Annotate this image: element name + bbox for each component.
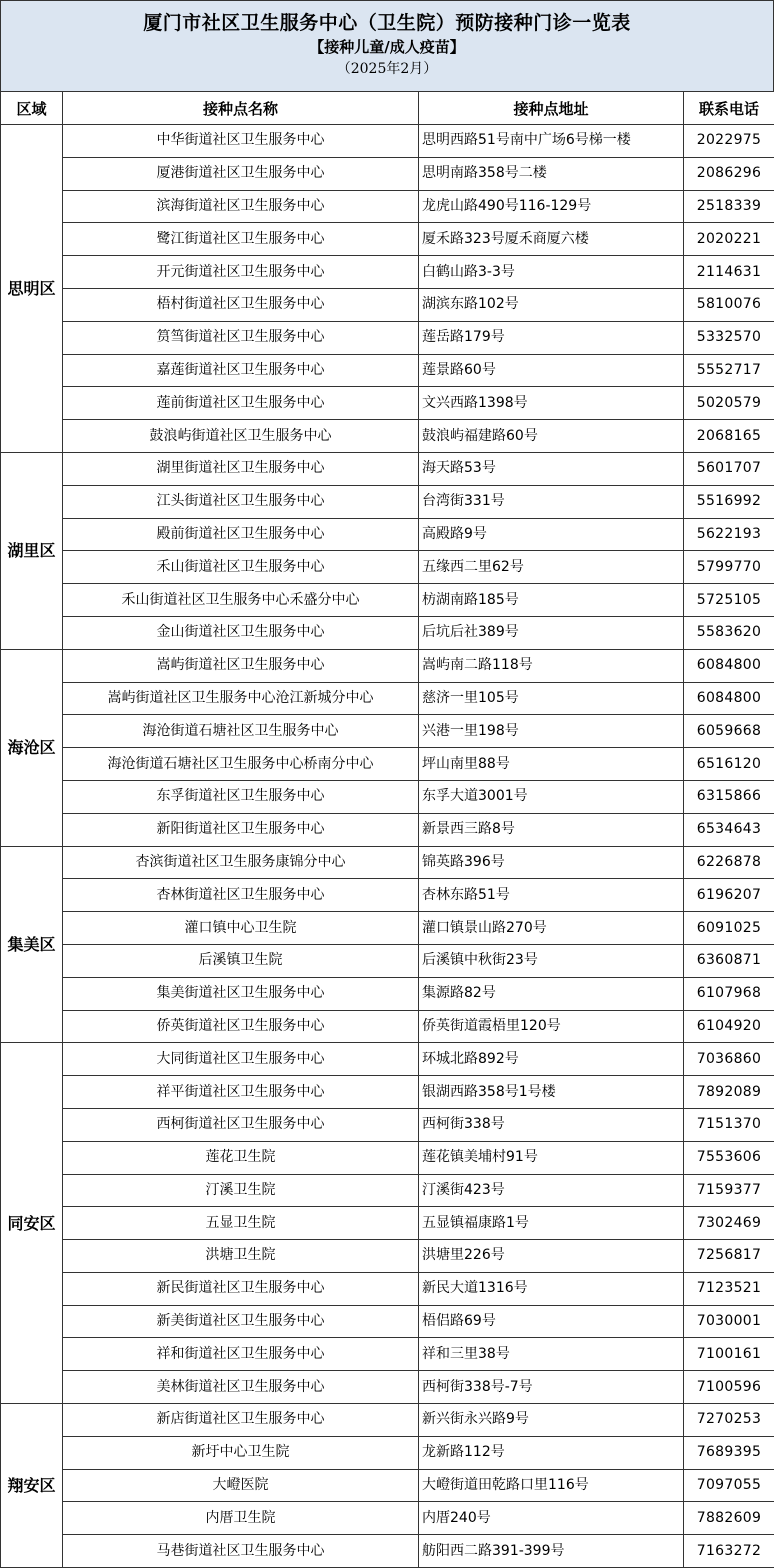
address-cell: 湖滨东路102号 xyxy=(419,288,684,321)
phone-cell: 5725105 xyxy=(684,584,774,617)
name-cell: 东孚街道社区卫生服务中心 xyxy=(63,780,419,813)
phone-cell: 6104920 xyxy=(684,1010,774,1043)
address-cell: 侨英街道霞梧里120号 xyxy=(419,1010,684,1043)
table-row xyxy=(1,846,774,879)
district-cell: 思明区 xyxy=(1,125,63,453)
phone-cell: 6315866 xyxy=(684,780,774,813)
page-date: （2025年2月） xyxy=(1,58,773,80)
address-cell: 嵩屿南二路118号 xyxy=(419,649,684,682)
name-cell: 海沧街道石塘社区卫生服务中心 xyxy=(63,715,419,748)
district-cell: 湖里区 xyxy=(1,452,63,649)
table-row xyxy=(1,912,774,945)
address-cell: 思明西路51号南中广场6号梯一楼 xyxy=(419,125,684,158)
phone-cell: 5799770 xyxy=(684,551,774,584)
phone-cell: 2022975 xyxy=(684,125,774,158)
address-cell: 海天路53号 xyxy=(419,452,684,485)
table-row xyxy=(1,485,774,518)
address-cell: 西柯街338号 xyxy=(419,1108,684,1141)
address-cell: 后坑后社389号 xyxy=(419,616,684,649)
table-row xyxy=(1,1010,774,1043)
name-cell: 大同街道社区卫生服务中心 xyxy=(63,1043,419,1076)
name-cell: 汀溪卫生院 xyxy=(63,1174,419,1207)
phone-cell: 7030001 xyxy=(684,1305,774,1338)
column-header-phone: 联系电话 xyxy=(684,92,774,125)
address-cell: 高殿路9号 xyxy=(419,518,684,551)
name-cell: 内厝卫生院 xyxy=(63,1502,419,1535)
address-cell: 舫阳西二路391-399号 xyxy=(419,1535,684,1568)
address-cell: 梧侣路69号 xyxy=(419,1305,684,1338)
table-row xyxy=(1,387,774,420)
table-row xyxy=(1,1404,774,1437)
address-cell: 思明南路358号二楼 xyxy=(419,157,684,190)
name-cell: 美林街道社区卫生服务中心 xyxy=(63,1371,419,1404)
address-cell: 新兴街永兴路9号 xyxy=(419,1404,684,1437)
address-cell: 厦禾路323号厦禾商厦六楼 xyxy=(419,223,684,256)
phone-cell: 6226878 xyxy=(684,846,774,879)
page-title: 厦门市社区卫生服务中心（卫生院）预防接种门诊一览表 xyxy=(1,10,773,36)
table-row xyxy=(1,1502,774,1535)
table-row xyxy=(1,551,774,584)
phone-cell: 7123521 xyxy=(684,1272,774,1305)
address-cell: 慈济一里105号 xyxy=(419,682,684,715)
table-row xyxy=(1,780,774,813)
address-cell: 大嶝街道田乾路口里116号 xyxy=(419,1469,684,1502)
phone-cell: 5601707 xyxy=(684,452,774,485)
table-row xyxy=(1,1043,774,1076)
address-cell: 莲花镇美埔村91号 xyxy=(419,1141,684,1174)
table-row xyxy=(1,1469,774,1502)
address-cell: 杏林东路51号 xyxy=(419,879,684,912)
table-header-row xyxy=(1,92,774,125)
address-cell: 鼓浪屿福建路60号 xyxy=(419,420,684,453)
table-row xyxy=(1,1338,774,1371)
name-cell: 洪塘卫生院 xyxy=(63,1240,419,1273)
name-cell: 西柯街道社区卫生服务中心 xyxy=(63,1108,419,1141)
name-cell: 禾山街道社区卫生服务中心 xyxy=(63,551,419,584)
table-row xyxy=(1,682,774,715)
address-cell: 洪塘里226号 xyxy=(419,1240,684,1273)
table-row xyxy=(1,420,774,453)
table-row xyxy=(1,1174,774,1207)
name-cell: 禾山街道社区卫生服务中心禾盛分中心 xyxy=(63,584,419,617)
table-row xyxy=(1,584,774,617)
name-cell: 嵩屿街道社区卫生服务中心 xyxy=(63,649,419,682)
address-cell: 灌口镇景山路270号 xyxy=(419,912,684,945)
table-row xyxy=(1,1436,774,1469)
table-row xyxy=(1,977,774,1010)
table-row xyxy=(1,354,774,387)
phone-cell: 2086296 xyxy=(684,157,774,190)
phone-cell: 6360871 xyxy=(684,944,774,977)
phone-cell: 7270253 xyxy=(684,1404,774,1437)
address-cell: 五显镇福康路1号 xyxy=(419,1207,684,1240)
table-row xyxy=(1,1207,774,1240)
name-cell: 新店街道社区卫生服务中心 xyxy=(63,1404,419,1437)
phone-cell: 7256817 xyxy=(684,1240,774,1273)
name-cell: 莲花卫生院 xyxy=(63,1141,419,1174)
address-cell: 内厝240号 xyxy=(419,1502,684,1535)
table-row xyxy=(1,715,774,748)
table-row xyxy=(1,518,774,551)
district-cell: 翔安区 xyxy=(1,1404,63,1568)
address-cell: 汀溪街423号 xyxy=(419,1174,684,1207)
name-cell: 杏滨街道社区卫生服务康锦分中心 xyxy=(63,846,419,879)
table-row xyxy=(1,1272,774,1305)
phone-cell: 6084800 xyxy=(684,682,774,715)
table-row xyxy=(1,649,774,682)
name-cell: 侨英街道社区卫生服务中心 xyxy=(63,1010,419,1043)
page-subtitle: 【接种儿童/成人疫苗】 xyxy=(1,36,773,58)
district-cell: 同安区 xyxy=(1,1043,63,1404)
address-cell: 枋湖南路185号 xyxy=(419,584,684,617)
name-cell: 祥平街道社区卫生服务中心 xyxy=(63,1076,419,1109)
table-row xyxy=(1,944,774,977)
address-cell: 新民大道1316号 xyxy=(419,1272,684,1305)
column-header-district: 区域 xyxy=(1,92,63,125)
phone-cell: 7163272 xyxy=(684,1535,774,1568)
title-block xyxy=(0,0,774,91)
phone-cell: 7882609 xyxy=(684,1502,774,1535)
name-cell: 后溪镇卫生院 xyxy=(63,944,419,977)
table-row xyxy=(1,321,774,354)
name-cell: 祥和街道社区卫生服务中心 xyxy=(63,1338,419,1371)
name-cell: 新阳街道社区卫生服务中心 xyxy=(63,813,419,846)
address-cell: 祥和三里38号 xyxy=(419,1338,684,1371)
column-header-address: 接种点地址 xyxy=(419,92,684,125)
name-cell: 大嶝医院 xyxy=(63,1469,419,1502)
address-cell: 龙虎山路490号116-129号 xyxy=(419,190,684,223)
name-cell: 新民街道社区卫生服务中心 xyxy=(63,1272,419,1305)
address-cell: 东孚大道3001号 xyxy=(419,780,684,813)
phone-cell: 5622193 xyxy=(684,518,774,551)
table-row xyxy=(1,1535,774,1568)
name-cell: 莲前街道社区卫生服务中心 xyxy=(63,387,419,420)
table-row xyxy=(1,223,774,256)
phone-cell: 7159377 xyxy=(684,1174,774,1207)
address-cell: 兴港一里198号 xyxy=(419,715,684,748)
phone-cell: 6059668 xyxy=(684,715,774,748)
address-cell: 莲岳路179号 xyxy=(419,321,684,354)
table-body xyxy=(1,125,774,1568)
name-cell: 滨海街道社区卫生服务中心 xyxy=(63,190,419,223)
name-cell: 金山街道社区卫生服务中心 xyxy=(63,616,419,649)
column-header-name: 接种点名称 xyxy=(63,92,419,125)
address-cell: 坪山南里88号 xyxy=(419,748,684,781)
phone-cell: 5332570 xyxy=(684,321,774,354)
table-row xyxy=(1,1108,774,1141)
name-cell: 鼓浪屿街道社区卫生服务中心 xyxy=(63,420,419,453)
table-row xyxy=(1,748,774,781)
phone-cell: 5020579 xyxy=(684,387,774,420)
table-row xyxy=(1,1240,774,1273)
address-cell: 集源路82号 xyxy=(419,977,684,1010)
address-cell: 五缘西二里62号 xyxy=(419,551,684,584)
table-row xyxy=(1,1076,774,1109)
name-cell: 五显卫生院 xyxy=(63,1207,419,1240)
phone-cell: 2068165 xyxy=(684,420,774,453)
phone-cell: 6516120 xyxy=(684,748,774,781)
table-row xyxy=(1,190,774,223)
name-cell: 筼筜街道社区卫生服务中心 xyxy=(63,321,419,354)
name-cell: 嵩屿街道社区卫生服务中心沧江新城分中心 xyxy=(63,682,419,715)
district-cell: 海沧区 xyxy=(1,649,63,846)
phone-cell: 6107968 xyxy=(684,977,774,1010)
name-cell: 鹭江街道社区卫生服务中心 xyxy=(63,223,419,256)
address-cell: 白鹤山路3-3号 xyxy=(419,256,684,289)
address-cell: 西柯街338号-7号 xyxy=(419,1371,684,1404)
table-row xyxy=(1,256,774,289)
phone-cell: 7892089 xyxy=(684,1076,774,1109)
phone-cell: 2114631 xyxy=(684,256,774,289)
address-cell: 银湖西路358号1号楼 xyxy=(419,1076,684,1109)
district-cell: 集美区 xyxy=(1,846,63,1043)
name-cell: 江头街道社区卫生服务中心 xyxy=(63,485,419,518)
name-cell: 厦港街道社区卫生服务中心 xyxy=(63,157,419,190)
name-cell: 集美街道社区卫生服务中心 xyxy=(63,977,419,1010)
name-cell: 开元街道社区卫生服务中心 xyxy=(63,256,419,289)
phone-cell: 7689395 xyxy=(684,1436,774,1469)
phone-cell: 6196207 xyxy=(684,879,774,912)
clinic-table xyxy=(0,91,774,1568)
address-cell: 台湾街331号 xyxy=(419,485,684,518)
name-cell: 灌口镇中心卫生院 xyxy=(63,912,419,945)
phone-cell: 5552717 xyxy=(684,354,774,387)
table-row xyxy=(1,288,774,321)
phone-cell: 7302469 xyxy=(684,1207,774,1240)
phone-cell: 7100596 xyxy=(684,1371,774,1404)
name-cell: 杏林街道社区卫生服务中心 xyxy=(63,879,419,912)
table-row xyxy=(1,879,774,912)
table-row xyxy=(1,1371,774,1404)
table-row xyxy=(1,1141,774,1174)
name-cell: 新圩中心卫生院 xyxy=(63,1436,419,1469)
phone-cell: 7036860 xyxy=(684,1043,774,1076)
name-cell: 海沧街道石塘社区卫生服务中心桥南分中心 xyxy=(63,748,419,781)
name-cell: 嘉莲街道社区卫生服务中心 xyxy=(63,354,419,387)
table-row xyxy=(1,813,774,846)
name-cell: 中华街道社区卫生服务中心 xyxy=(63,125,419,158)
phone-cell: 7151370 xyxy=(684,1108,774,1141)
table-row xyxy=(1,452,774,485)
phone-cell: 6084800 xyxy=(684,649,774,682)
phone-cell: 2518339 xyxy=(684,190,774,223)
address-cell: 龙新路112号 xyxy=(419,1436,684,1469)
phone-cell: 5516992 xyxy=(684,485,774,518)
address-cell: 文兴西路1398号 xyxy=(419,387,684,420)
address-cell: 莲景路60号 xyxy=(419,354,684,387)
name-cell: 马巷街道社区卫生服务中心 xyxy=(63,1535,419,1568)
phone-cell: 6091025 xyxy=(684,912,774,945)
address-cell: 环城北路892号 xyxy=(419,1043,684,1076)
table-row xyxy=(1,125,774,158)
phone-cell: 5583620 xyxy=(684,616,774,649)
table-row xyxy=(1,1305,774,1338)
table-row xyxy=(1,157,774,190)
phone-cell: 7553606 xyxy=(684,1141,774,1174)
name-cell: 殿前街道社区卫生服务中心 xyxy=(63,518,419,551)
phone-cell: 7100161 xyxy=(684,1338,774,1371)
table-row xyxy=(1,616,774,649)
address-cell: 新景西三路8号 xyxy=(419,813,684,846)
name-cell: 湖里街道社区卫生服务中心 xyxy=(63,452,419,485)
address-cell: 锦英路396号 xyxy=(419,846,684,879)
name-cell: 新美街道社区卫生服务中心 xyxy=(63,1305,419,1338)
name-cell: 梧村街道社区卫生服务中心 xyxy=(63,288,419,321)
address-cell: 后溪镇中秋街23号 xyxy=(419,944,684,977)
phone-cell: 6534643 xyxy=(684,813,774,846)
phone-cell: 2020221 xyxy=(684,223,774,256)
phone-cell: 7097055 xyxy=(684,1469,774,1502)
phone-cell: 5810076 xyxy=(684,288,774,321)
